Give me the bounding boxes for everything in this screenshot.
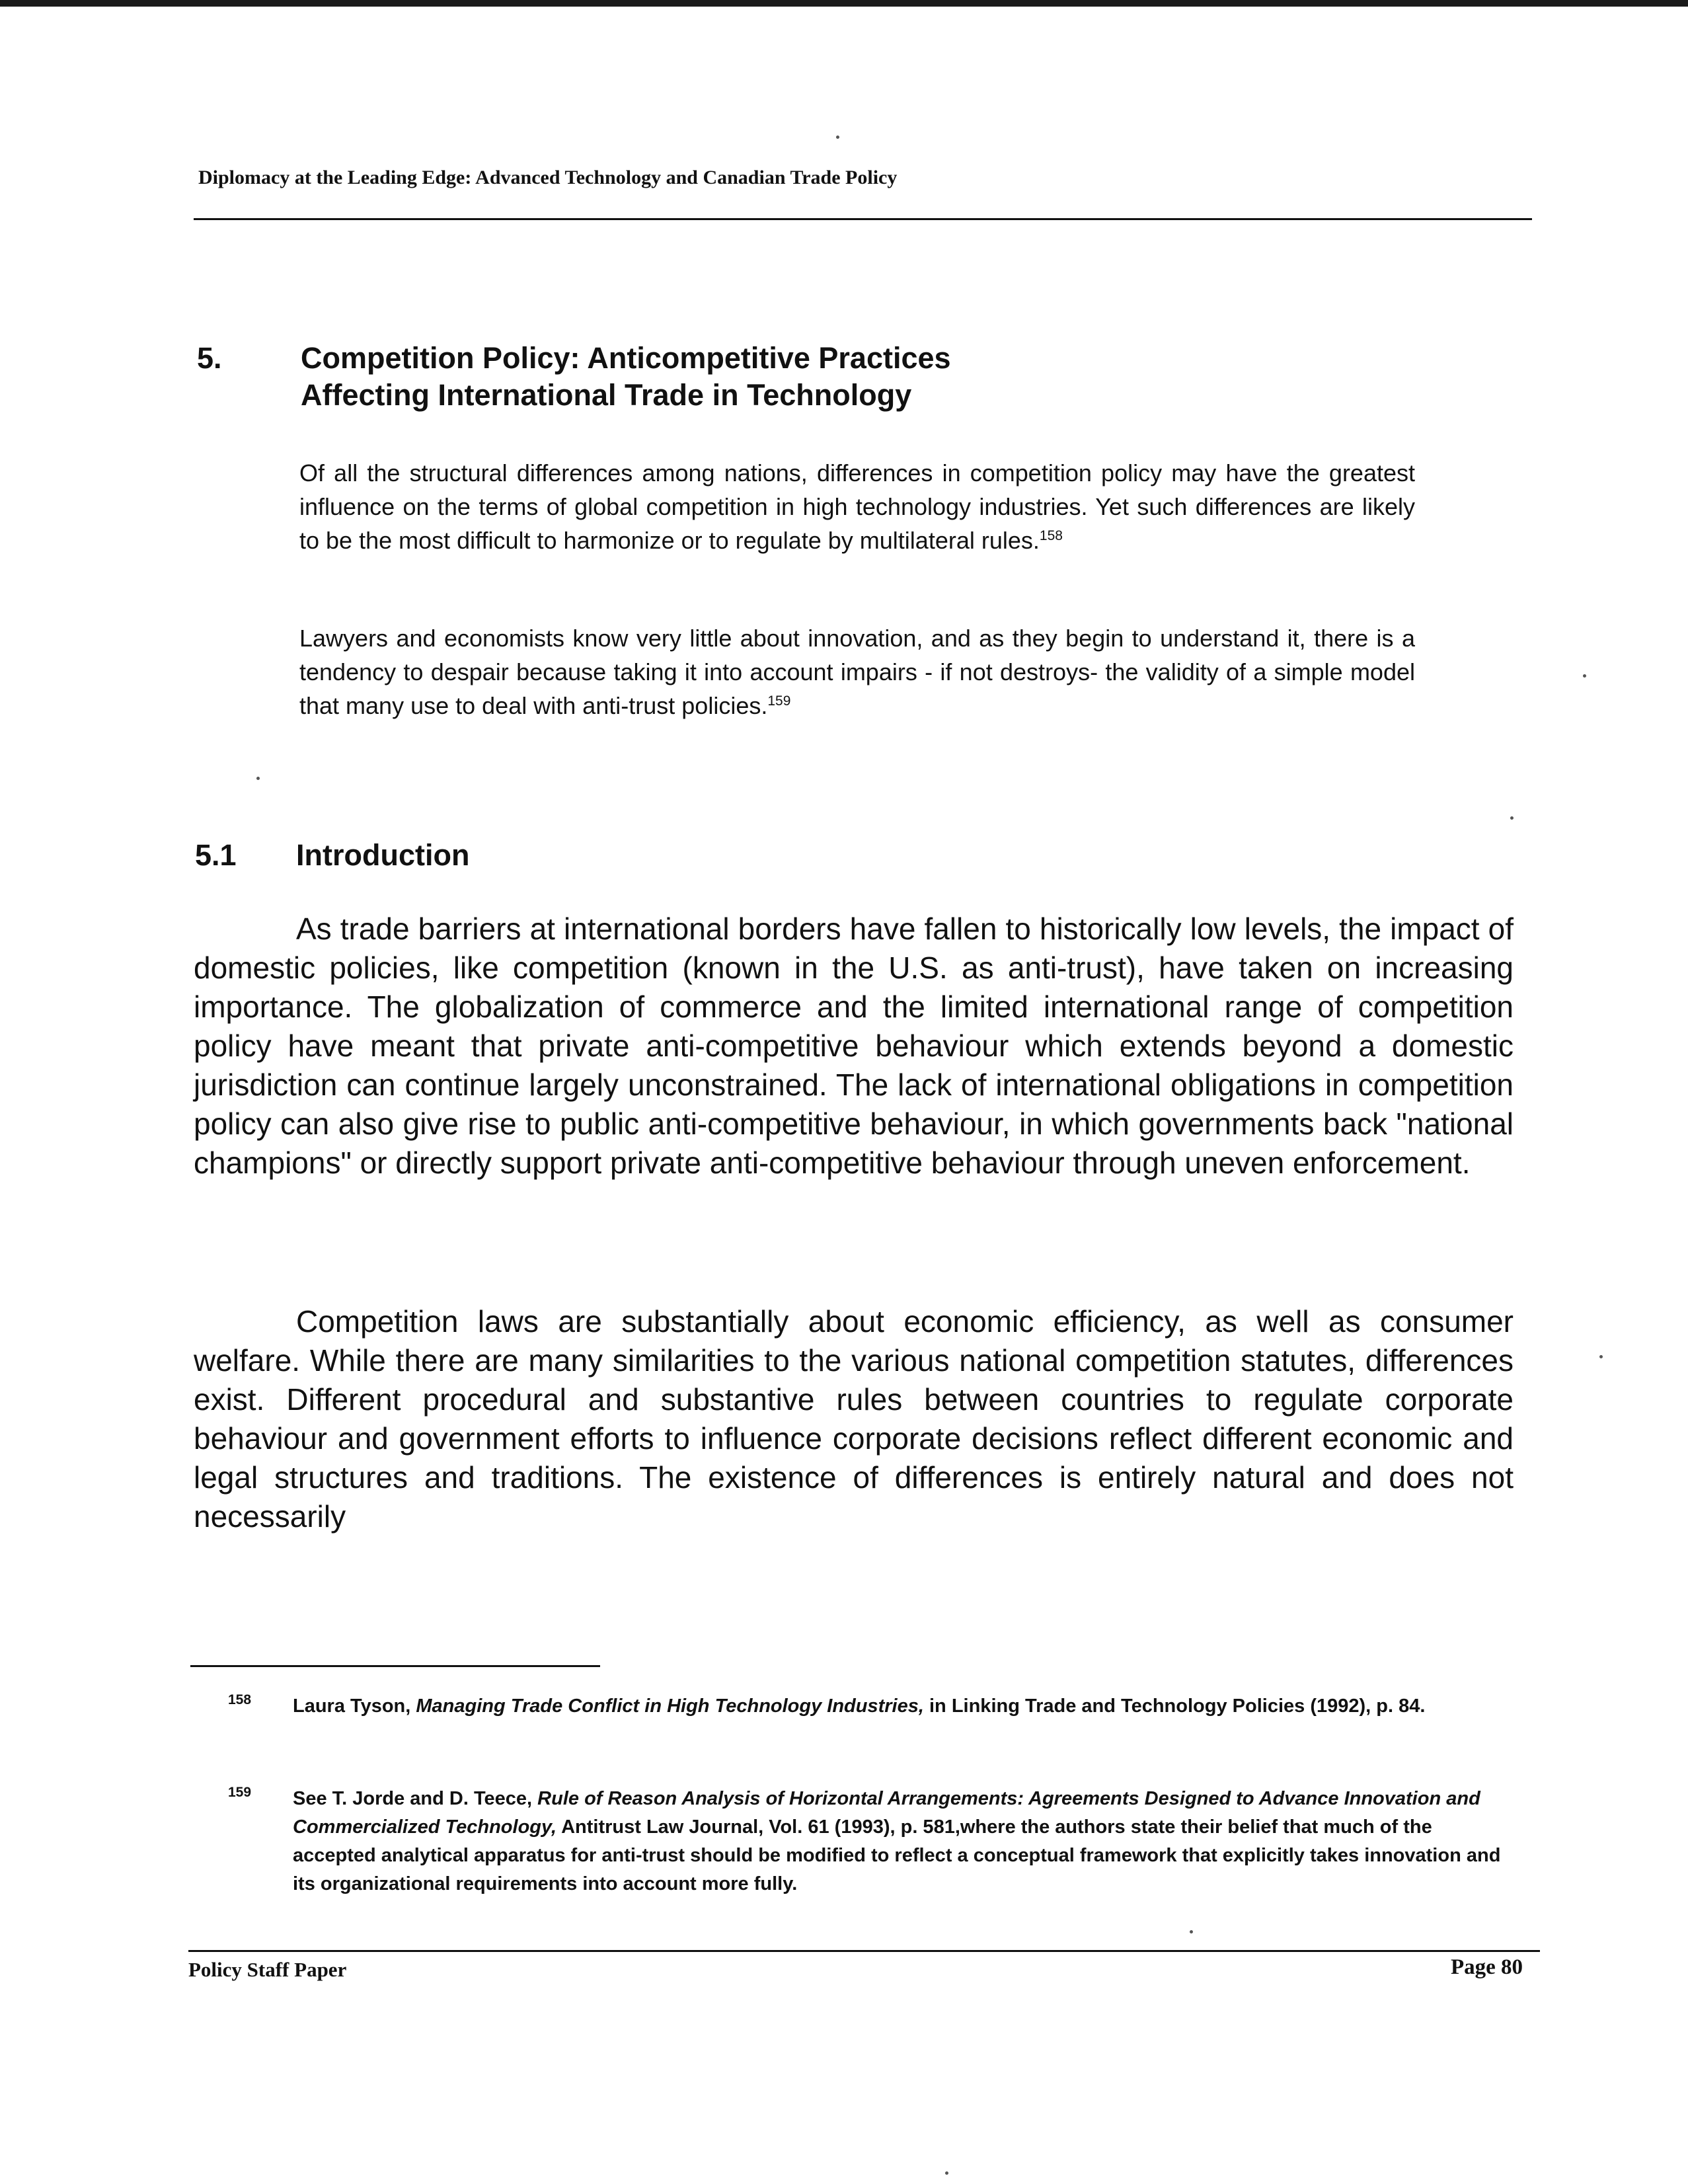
scan-speck <box>1510 816 1514 820</box>
footnote-number-158: 158 <box>228 1692 252 1707</box>
scan-speck <box>1583 674 1586 678</box>
section-title-line-2: Affecting International Trade in Technology <box>301 378 912 412</box>
running-header: Diplomacy at the Leading Edge: Advanced Technology and Canadian Trade Policy <box>198 167 898 188</box>
scan-top-edge <box>0 0 1688 7</box>
scan-speck <box>1190 1930 1193 1933</box>
footnote-number-159: 159 <box>228 1785 252 1800</box>
section-number: 5. <box>197 341 222 375</box>
footnote-159-title: Rule of Reason Analysis of Horizontal Arrangements: Agreements Designed to Advance Innovation and Commercialized Technology, <box>293 1788 1480 1838</box>
epigraph-quote-2-text: Lawyers and economists know very little about innovation, and as they begin to understand it, there is a tendency to despair because taking it into account impairs - if not destroys- the validity of a simple model that many use to deal with anti-trust policies. <box>299 625 1415 719</box>
subsection-title: Introduction <box>296 838 470 872</box>
scan-speck <box>1599 1355 1603 1358</box>
footnote-ref-158: 158 <box>1039 528 1063 543</box>
footnote-158-title: Managing Trade Conflict in High Technology Industries, <box>416 1696 924 1717</box>
epigraph-quote-1 <box>299 456 1415 557</box>
epigraph-quote-2 <box>299 621 1415 722</box>
scan-speck <box>945 2171 948 2175</box>
page-number: Page 80 <box>1450 1955 1523 1979</box>
footer-rule <box>188 1950 1540 1952</box>
footnote-158 <box>293 1692 1509 1721</box>
subsection-number: 5.1 <box>195 838 237 872</box>
footnote-159 <box>293 1785 1509 1898</box>
footnote-separator <box>190 1665 600 1667</box>
epigraph-quote-1-text: Of all the structural differences among nations, differences in competition policy may have the greatest influence on the terms of global competition in high technology industries. Yet such differences are likely to be the most difficult to harmonize or to regulate by multilateral rules. <box>299 459 1415 554</box>
footnote-ref-159: 159 <box>767 693 791 709</box>
scan-speck <box>256 777 260 780</box>
footnote-159-pre: See T. Jorde and D. Teece, <box>293 1788 538 1809</box>
footnote-158-post: in Linking Trade and Technology Policies (1992), p. 84. <box>923 1696 1426 1717</box>
footer-left-label: Policy Staff Paper <box>188 1958 347 1981</box>
header-rule <box>194 218 1532 220</box>
section-title-line-1: Competition Policy: Anticompetitive Practices <box>301 341 951 375</box>
footnote-159-post: Antitrust Law Journal, Vol. 61 (1993), p. 581,where the authors state their belief that much of the accepted analytical apparatus for anti-trust should be modified to reflect a conceptual framework that explicitly takes innovation and its organizational requirements into account more fully. <box>293 1816 1501 1894</box>
body-paragraph-2: Competition laws are substantially about economic efficiency, as well as consumer welfare. While there are many similarities to the various national competition statutes, differences exist. Different procedural and substantive rules between countries to regulate corporate behaviour and government efforts to influence corporate decisions reflect different economic and legal structures and traditions. The existence of differences is entirely natural and does not necessarily <box>194 1304 1514 1534</box>
body-paragraph-1: As trade barriers at international borders have fallen to historically low levels, the impact of domestic policies, like competition (known in the U.S. as anti-trust), have taken on increasing importance. The globalization of commerce and the limited international range of competition policy have meant that private anti-competitive behaviour which extends beyond a domestic jurisdiction can continue largely unconstrained. The lack of international obligations in competition policy can also give rise to public anti-competitive behaviour, in which governments back "national champions" or directly support private anti-competitive behaviour through uneven enforcement. <box>194 912 1514 1180</box>
scan-speck <box>836 136 839 139</box>
section-title <box>301 340 951 414</box>
footnote-158-pre: Laura Tyson, <box>293 1696 416 1717</box>
